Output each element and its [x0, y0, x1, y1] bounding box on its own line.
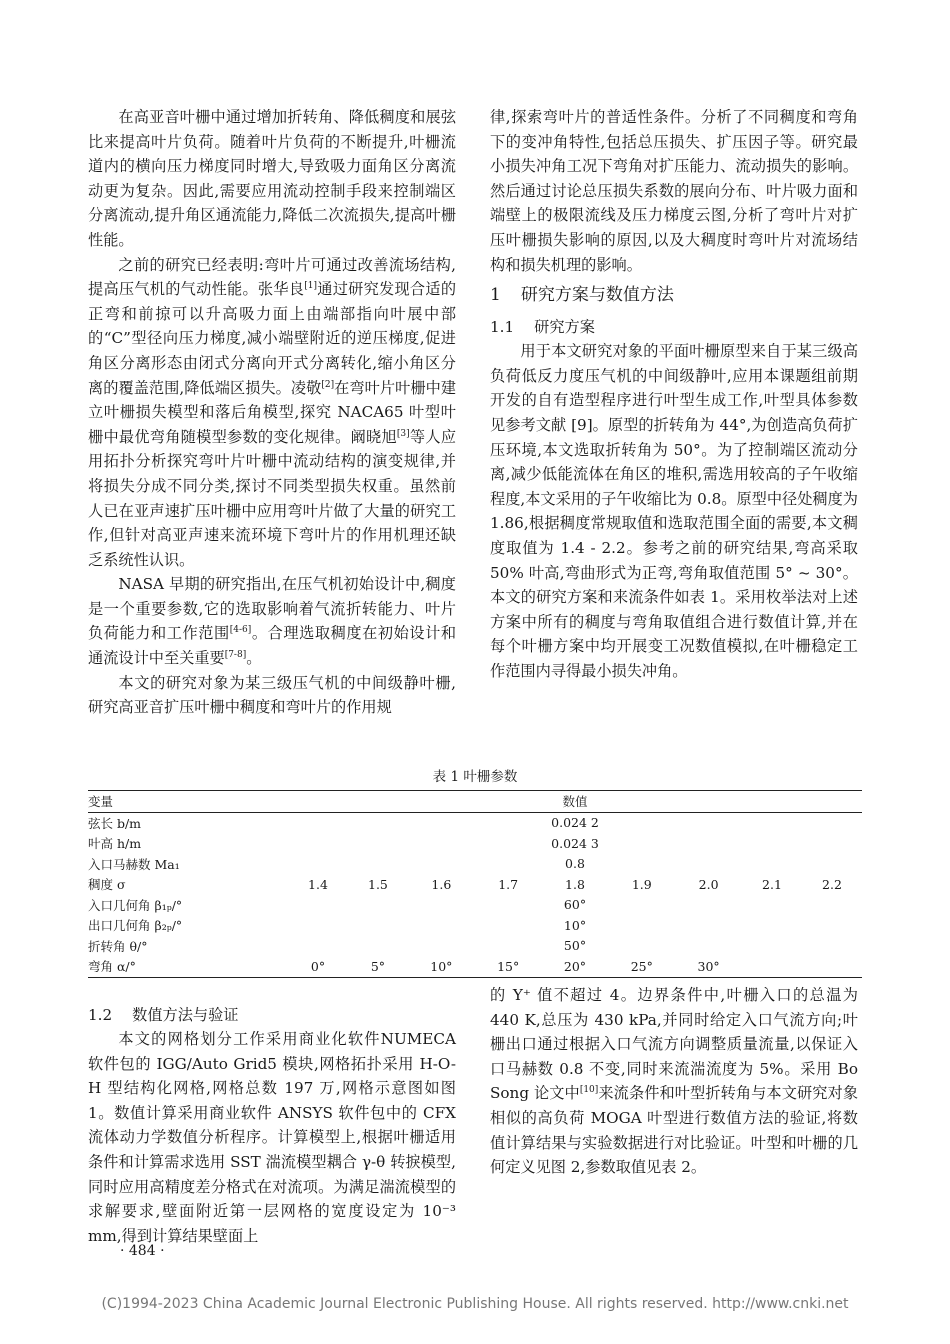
- row-label: 稠度 σ: [88, 877, 126, 893]
- paragraph: 本文的网格划分工作采用商业化软件NUMECA 软件包的 IGG/Auto Grid5 模块,网格拓扑采用 H-O-H 型结构化网格,网格总数 197 万,网格示意图如图 1。数值计算采用商业软件 ANSYS 软件包中的 CFX 流体动力学数值分析程序。计算模型上,根据叶栅适用条件和计算需求选用 SST 湍流模型耦合 γ-θ 转捩模型,同时应用高精度差分格式在对流项。为满足湍流模型的求解要求,壁面附近第一层网格的宽度设定为 10⁻³ mm,得到计算结果壁面上: [88, 1030, 456, 1245]
- citation: [7-8]: [224, 650, 247, 660]
- section-heading: [490, 283, 858, 307]
- citation: [2]: [321, 379, 335, 390]
- table-cell: 2.1: [762, 876, 782, 892]
- table-row: [88, 854, 862, 875]
- text: 来流条件和叶型折转角与本文研究对象相似的高负荷 MOGA 叶型进行数值方法的验证,将数值计算结果与实验数据进行对比验证。叶型和叶栅的几何定义见图 2,参数取值见表 2。: [490, 1084, 859, 1177]
- table-row: [88, 874, 862, 895]
- subsection-number: 1.2: [88, 1006, 113, 1024]
- paragraph: 律,探索弯叶片的普适性条件。分析了不同稠度和弯角下的变冲角特性,包括总压损失、扩压因子等。研究最小损失冲角工况下弯角对扩压能力、流动损失的影响。然后通过讨论总压损失系数的展向分布、叶片吸力面和端壁上的极限流线及压力梯度云图,分析了弯叶片对扩压叶栅损失影响的原因,以及大稠度时弯叶片对流场结构和损失机理的影响。: [490, 108, 858, 274]
- table-header-row: [88, 791, 862, 813]
- table-cell: 1.7: [498, 876, 519, 892]
- text: 的 Y⁺ 值不超过 4。边界条件中,叶栅入口的总温为 440 K,总压为 430 kPa,并同时给定入口气流方向;叶栅出口通过根据入口气流方向调整质量流量,以保证入口马赫数 0.8 不变,同时来流湍流度为 5%。采用 Bo Song 论文中: [490, 986, 858, 1103]
- table-row: [88, 895, 862, 916]
- citation: [1]: [304, 281, 317, 292]
- citation: [4-6]: [229, 625, 252, 636]
- paragraph: 本文的研究对象为某三级压气机的中间级静叶栅,研究高亚音扩压叶栅中稠度和弯叶片的作用规: [88, 673, 456, 717]
- table-cell: 2.0: [698, 876, 719, 892]
- paragraph: [88, 253, 456, 573]
- table-cell: 1.4: [308, 876, 328, 892]
- section-title: 研究方案与数值方法: [520, 285, 674, 306]
- text: 通过研究发现合适的正弯和前掠可以升高吸力面上由端部指向叶展中部的“C”型径向压力梯度,减小端壁附近的逆压梯度,促进角区分离形态由闭式分离向开式分离转化,缩小角区分离的覆盖范围,降低端区损失。凌敬: [88, 280, 457, 397]
- header-value: 数值: [562, 794, 588, 810]
- row-value: 60°: [563, 897, 587, 913]
- row-value: 0.8: [565, 856, 585, 872]
- row-label: 折转角 θ/°: [88, 938, 148, 954]
- row-label: 入口马赫数 Ma₁: [88, 856, 180, 872]
- row-label: 叶高 h/m: [88, 836, 142, 852]
- table-cell: 0°: [310, 958, 326, 974]
- citation: [3]: [396, 428, 410, 439]
- paragraph: 用于本文研究对象的平面叶栅原型来自于某三级高负荷低反力度压气机的中间级静叶,应用本课题组前期开发的自有造型程序进行叶型生成工作,叶型具体参数见参考文献 [9]。原型的折转角为 44°,为创造高负荷扩压环境,本文选取折转角为 50°。为了控制端区流动分离,减少低能流体在角区的堆积,需选用较高的子午收缩程度,本文采用的子午收缩比为 0.8。原型中径处稠度为 1.86,根据稠度常规取值和选取范围全面的需要,本文稠度取值为 1.4 - 2.2。参考之前的研究结果,弯高采取 50% 叶高,弯曲形式为正弯,弯角取值范围 5° ~ 30°。本文的研究方案和来流条件如表 1。采用枚举法对上述方案中所有的稠度与弯角取值组合进行数值计算,并在每个叶栅方案中均开展变工况数值模拟,在叶栅稳定工作范围内寻得最小损失冲角。: [490, 342, 858, 680]
- right-column-bottom: [490, 983, 858, 1180]
- table-row: [88, 812, 862, 833]
- text: 等人应用拓扑分析探究弯叶片叶栅中流动结构的演变规律,并将损失分成不同分类,探讨不同类型损失权重。虽然前人已在亚声速扩压叶栅中应用弯叶片做了大量的研究工作,但针对高亚声速来流环境下弯叶片的作用机理还缺乏系统性认识。: [88, 427, 457, 569]
- table-row: [88, 956, 862, 977]
- text: 。: [246, 649, 262, 668]
- row-value: 0.024 3: [551, 835, 599, 851]
- table-cell: 20°: [563, 958, 587, 974]
- subsection-number: 1.1: [490, 318, 515, 337]
- table-cell: 30°: [697, 958, 720, 974]
- parameter-table: [88, 790, 862, 978]
- copyright-footer: (C)1994-2023 China Academic Journal Electronic Publishing House. All rights reserved. http://www.cnki.net: [101, 1296, 849, 1312]
- text: 。合理选取稠度在初始设计和通流设计中至关重要: [88, 624, 457, 668]
- table-cell: 10°: [430, 958, 453, 974]
- paragraph: 在高亚音叶栅中通过增加折转角、降低稠度和展弦比来提高叶片负荷。随着叶片负荷的不断提升,叶栅流道内的横向压力梯度同时增大,导致吸力面角区分离流动更为复杂。因此,需要应用流动控制手段来控制端区分离流动,提升角区通流能力,降低二次流损失,提高叶栅性能。: [88, 108, 456, 249]
- table-row: [88, 833, 862, 854]
- row-value: 0.024 2: [551, 815, 599, 831]
- table-cell: 1.9: [631, 876, 652, 892]
- row-label: 弯角 α/°: [88, 959, 136, 975]
- subsection-title: 数值方法与验证: [132, 1006, 239, 1024]
- section-number: 1: [490, 285, 501, 306]
- subsection-heading: [88, 1003, 456, 1027]
- right-column-top: [490, 105, 858, 683]
- left-column-bottom: [88, 1003, 456, 1248]
- table-cell: [742, 956, 802, 977]
- table-cell: 25°: [630, 958, 653, 974]
- row-label: 出口几何角 β₂ₚ/°: [88, 918, 183, 934]
- left-column-top: [88, 105, 456, 720]
- table-cell: 5°: [370, 958, 386, 974]
- text: 在弯叶片叶栅中建立叶栅损失模型和落后角模型,探究 NACA65 叶型叶栅中最优弯角随模型参数的变化规律。阚晓旭: [88, 378, 457, 446]
- row-label: 入口几何角 β₁ₚ/°: [88, 897, 183, 913]
- header-variable: 变量: [88, 794, 114, 810]
- row-label: 弦长 b/m: [88, 815, 142, 831]
- subsection-title: 研究方案: [534, 318, 595, 337]
- page-number: · 484 ·: [120, 1243, 165, 1259]
- paragraph: [490, 983, 858, 1180]
- table-row: [88, 936, 862, 957]
- table-row: [88, 915, 862, 936]
- table-cell: 1.6: [431, 876, 452, 892]
- subsection-heading: [490, 315, 858, 339]
- paragraph: [88, 572, 456, 670]
- table-cell: 1.8: [565, 876, 585, 892]
- table-cell: [802, 956, 862, 977]
- row-value: 50°: [563, 938, 587, 954]
- text: 之前的研究已经表明:弯叶片可通过改善流场结构,提高压气机的气动性能。张华良: [88, 255, 456, 299]
- row-value: 10°: [563, 917, 587, 933]
- table-1: [88, 768, 862, 978]
- citation: [10]: [579, 1085, 599, 1096]
- table-cell: 15°: [497, 958, 520, 974]
- table-caption: 表 1 叶栅参数: [432, 769, 518, 785]
- table-cell: 2.2: [822, 876, 842, 892]
- text: NASA 早期的研究指出,在压气机初始设计中,稠度是一个重要参数,它的选取影响着气流折转能力、叶片负荷能力和工作范围: [88, 575, 456, 643]
- table-cell: 1.5: [368, 876, 388, 892]
